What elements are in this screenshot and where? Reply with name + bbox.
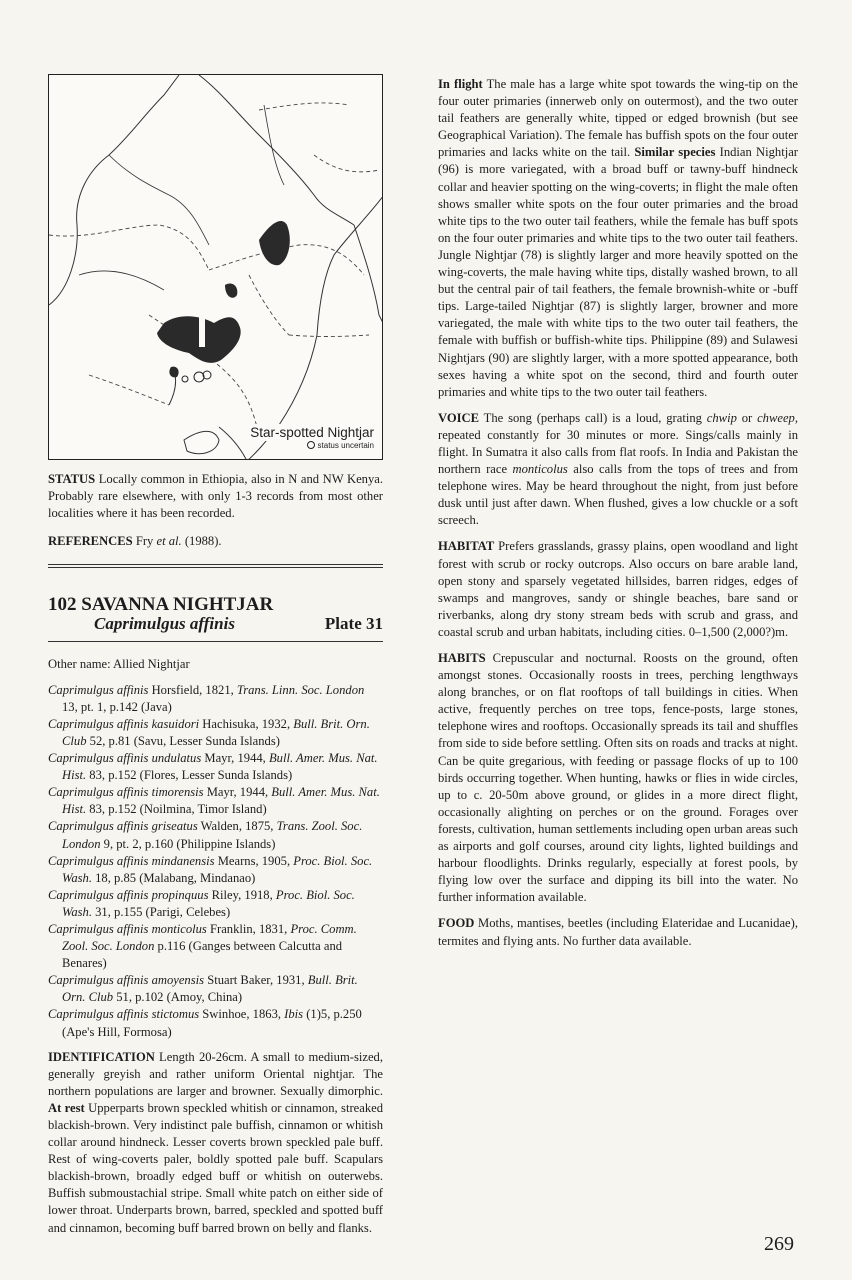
in-flight-label: In flight xyxy=(438,77,483,91)
synonym-list xyxy=(48,682,383,1041)
habitat-text: Prefers grasslands, grassy plains, open woodland and light forest with scrub or rocky outcrops. Also occurs on bare arable land, open stony and sparsely vegetated hillsides, barren ridges, edges of swamps and mangroves, sandy or shingle beaches, bare sand or riverbanks, along dry stony stream beds with scrub and grass, and coastal scrub and urban habitats, including cities. 0–1,500 (2,000?)m. xyxy=(438,539,798,639)
synonym-entry xyxy=(48,818,383,852)
voice-paragraph xyxy=(438,410,798,530)
synonym-author: Stuart Baker, 1931, xyxy=(204,973,308,988)
synonym-name: Caprimulgus affinis propinquus xyxy=(48,887,209,902)
synonym-journal: Bull. Brit. Orn. Club xyxy=(62,716,370,748)
synonym-name: Caprimulgus affinis xyxy=(48,682,149,697)
food-text: Moths, mantises, beetles (including Elateridae and Lucanidae), termites and flying ants. No further data available. xyxy=(438,916,798,948)
synonym-entry xyxy=(48,682,383,716)
plate-reference: Plate 31 xyxy=(324,614,383,634)
voice-text: The song (perhaps call) is a loud, grating xyxy=(479,410,707,425)
species-subtitle xyxy=(48,615,383,632)
synonym-citation: 83, p.152 (Flores, Lesser Sunda Islands) xyxy=(86,768,293,783)
synonym-entry xyxy=(48,716,383,750)
section-divider xyxy=(48,567,383,568)
synonym-journal: Proc. Biol. Soc. Wash. xyxy=(62,887,355,919)
synonym-entry xyxy=(48,921,383,972)
synonym-author: Franklin, 1831, xyxy=(206,921,291,936)
synonym-entry xyxy=(48,1006,383,1040)
synonym-author: Swinhoe, 1863, xyxy=(199,1007,285,1022)
left-column xyxy=(48,74,383,1237)
range-map xyxy=(48,74,383,460)
voice-text: , repeated constantly for 30 minutes or more. Sings/calls mainly in flight. In Sumatra it also calls from flat roofs. In India and Pakistan the northern race xyxy=(438,410,798,477)
synonym-name: Caprimulgus affinis kasuidori xyxy=(48,716,200,731)
synonym-author: Mayr, 1944, xyxy=(203,785,272,800)
references-text-end: (1988). xyxy=(181,534,222,549)
synonym-name: Caprimulgus affinis timorensis xyxy=(48,785,204,800)
voice-italic: chwip xyxy=(706,410,737,425)
habitat-heading: HABITAT xyxy=(438,539,495,554)
synonym-journal: Bull. Brit. Orn. Club xyxy=(62,973,358,1005)
voice-heading: VOICE xyxy=(438,410,480,425)
range-map-drawing xyxy=(49,75,383,460)
habits-paragraph xyxy=(438,650,798,906)
status-text: Locally common in Ethiopia, also in N and NW Kenya. Probably rare elsewhere, with only 1-3 records from most other localities where it has been recorded. xyxy=(48,472,383,521)
synonym-journal: Bull. Amer. Mus. Nat. Hist. xyxy=(62,751,378,783)
identification-text: Length 20-26cm. A small to medium-sized, generally greyish and rather uniform Oriental nightjar. The northern populations are larger and browner. Sexually dimorphic. xyxy=(48,1049,383,1098)
species-title: 102 SAVANNA NIGHTJAR xyxy=(48,594,274,616)
identification-text: Indian Nightjar (96) is more variegated, with a broad buff or tawny-buff hindneck collar and heavier spotting on the wing-coverts; in flight the male often shows smaller white spots on the four outer primaries and the broad white tips to the two outer tail feathers, while the female has buff spots on the four outer primaries and white tips to the two outer tail feathers. Jungle Nightjar (78) is slightly larger and more heavily spotted on the wing-coverts, the male having white tips, distally washed brown, to all but the central pair of tail feathers, the female brownish-white or -buff tips. Large-tailed Nightjar (87) is slightly larger, browner and more variegated, the male with white tips to the two outer tail feathers, the female with buffish or buffish-white tips. Philippine (89) and Sulawesi Nightjars (90) are slightly larger, with a more spotted appearance, both sexes having a white spot on the second, third and fourth outer primaries and white tips to the two outer tail feathers. xyxy=(438,145,798,399)
food-paragraph xyxy=(438,915,798,949)
map-legend-label: status uncertain xyxy=(317,440,374,450)
synonym-author: Walden, 1875, xyxy=(197,819,277,834)
section-divider xyxy=(48,641,383,642)
status-paragraph xyxy=(48,471,383,522)
circle-icon xyxy=(307,441,315,449)
references-italic: et al. xyxy=(156,534,182,549)
synonym-author: Riley, 1918, xyxy=(208,887,276,902)
synonym-author: Mearns, 1905, xyxy=(214,853,294,868)
page-number: 269 xyxy=(764,1233,794,1255)
synonym-citation: 83, p.152 (Noilmina, Timor Island) xyxy=(86,802,267,817)
habits-heading: HABITS xyxy=(438,651,486,665)
synonym-author: Hachisuka, 1932, xyxy=(199,716,294,731)
synonym-journal: Trans. Zool. Soc. London xyxy=(62,819,363,851)
synonym-citation: 31, p.155 (Parigi, Celebes) xyxy=(91,904,231,919)
food-heading: FOOD xyxy=(438,916,475,931)
synonym-name: Caprimulgus affinis amoyensis xyxy=(48,973,205,988)
synonym-citation: 52, p.81 (Savu, Lesser Sunda Islands) xyxy=(86,733,280,748)
species-scientific-name: Caprimulgus affinis xyxy=(94,614,235,634)
references-paragraph xyxy=(48,533,383,550)
synonym-citation: 9, pt. 2, p.160 (Philippine Islands) xyxy=(100,836,276,851)
references-heading: REFERENCES xyxy=(48,534,133,549)
habits-text: Crepuscular and nocturnal. Roosts on the ground, often amongst stones. Occasionally roosts in trees, perching lengthways along branches, or on flat rooftops of tall buildings in cities. When active, frequently perches on tree tops, fence-posts, large stones, telephone wires and rooftops. Occasionally spreads its tail and shuffles from side to side before settling. Often sits on roads and tracks at night. Can be quite gregarious, with feeding or passage flocks of up to 100 birds occurring together. When hunting, hawks or flies in wide circles, up to c. 20-50m above ground, or glides in a more direct flight, occasionally alighting on perches or on the ground. Forages over forests, cultivation, human settlements including open urban areas such as airports and golf courses, around city lights, lighted buildings and harbour floodlights. Drinks regularly, especially at forest pools, by flying low over the surface and dipping its bill into the water. No further information available. xyxy=(438,651,798,905)
voice-text: also calls from the tops of trees and from telephone wires. May be heard throughout the night, from just before dusk until just after dawn. When flushed, gives a low chuckle or a soft screech. xyxy=(438,462,798,528)
voice-italic: chweep xyxy=(757,410,795,425)
synonym-citation: 13, pt. 1, p.142 (Java) xyxy=(62,699,172,714)
other-name: Other name: Allied Nightjar xyxy=(48,656,190,671)
synonym-entry xyxy=(48,887,383,921)
voice-italic: monticolus xyxy=(512,462,568,477)
synonym-name: Caprimulgus affinis griseatus xyxy=(48,819,198,834)
synonym-entry xyxy=(48,750,383,784)
references-text: Fry xyxy=(135,534,157,549)
section-divider xyxy=(48,564,383,565)
synonym-name: Caprimulgus affinis monticolus xyxy=(48,921,207,936)
synonym-citation: 51, p.102 (Amoy, China) xyxy=(113,990,243,1005)
synonym-name: Caprimulgus affinis undulatus xyxy=(48,751,202,766)
identification-text: The male has a large white spot towards the wing-tip on the four outer primaries (innerweb only on outermost), and the two outer tail feathers are generally white, tipped or edged brownish (but see Geographical Variation). The female has buffish spots on the four outer primaries and lacks white on the tail. xyxy=(438,77,798,160)
at-rest-label: At rest xyxy=(48,1100,85,1115)
synonym-author: Horsfield, 1821, xyxy=(148,682,237,697)
map-caption: Star-spotted Nightjar xyxy=(250,424,374,440)
habitat-paragraph xyxy=(438,538,798,641)
synonym-citation: p.116 (Ganges between Calcutta and Benares) xyxy=(62,939,343,971)
synonym-entry xyxy=(48,784,383,818)
identification-heading: IDENTIFICATION xyxy=(48,1049,155,1064)
synonym-journal: Ibis xyxy=(284,1007,304,1022)
synonym-citation: 18, p.85 (Malabang, Mindanao) xyxy=(91,870,256,885)
voice-text: or xyxy=(736,410,758,425)
identification-paragraph xyxy=(48,1049,383,1237)
synonym-entry xyxy=(48,853,383,887)
synonym-journal: Bull. Amer. Mus. Nat. Hist. xyxy=(62,785,380,817)
identification-continued xyxy=(438,76,798,401)
synonym-entry xyxy=(48,972,383,1006)
synonym-journal: Proc. Comm. Zool. Soc. London xyxy=(62,921,357,954)
right-column xyxy=(438,76,798,950)
similar-species-label: Similar species xyxy=(634,145,716,160)
synonym-journal: Proc. Biol. Soc. Wash. xyxy=(62,853,373,885)
synonym-citation: (1)5, p.250 (Ape's Hill, Formosa) xyxy=(62,1007,362,1039)
identification-text: Upperparts brown speckled whitish or cinnamon, streaked blackish-brown. Very indistinct pale buffish, cinnamon or whitish collar around hindneck. Lesser coverts brown speckled pale buff. Rest of wing-coverts paler, boldly spotted pale buff. Scapulars blackish-brown, broadly edged buff or whitish on outerwebs. Buffish submoustachial stripe. Small white patch on either side of lower throat. Underparts brown, barred, speckled and spotted buff and cinnamon, becoming buff barred brown on belly and flanks. xyxy=(48,1100,384,1235)
synonym-name: Caprimulgus affinis mindanensis xyxy=(48,853,215,868)
synonym-name: Caprimulgus affinis stictomus xyxy=(48,1007,200,1022)
synonym-author: Mayr, 1944, xyxy=(201,751,269,766)
map-legend xyxy=(307,437,374,454)
synonym-journal: Trans. Linn. Soc. London xyxy=(236,682,365,697)
status-heading: STATUS xyxy=(48,472,96,486)
